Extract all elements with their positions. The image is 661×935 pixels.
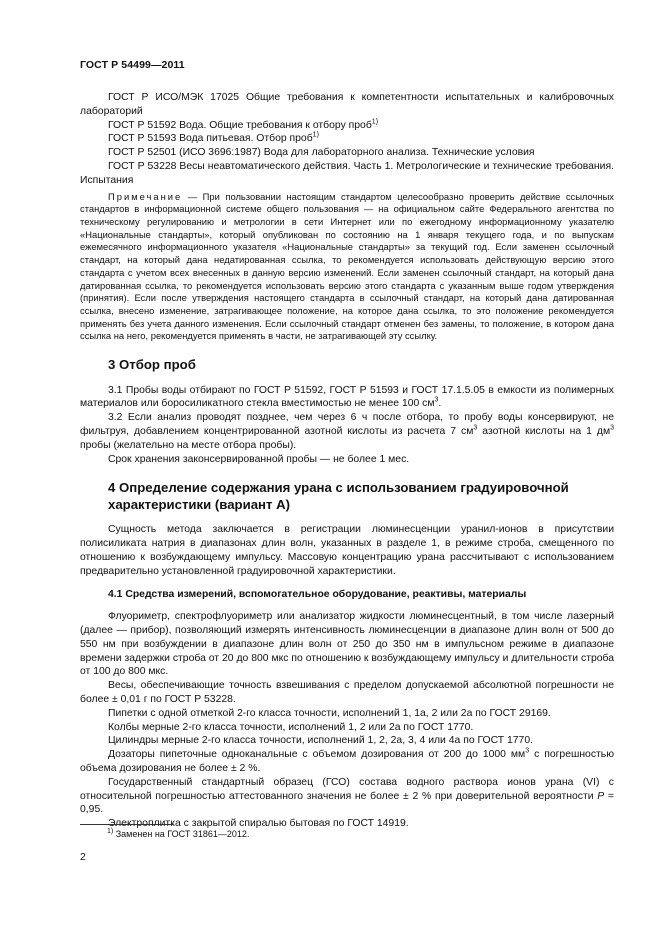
document-header: ГОСТ Р 54499—2011: [80, 59, 185, 71]
page-content: [80, 91, 614, 831]
reference-iso17025: ГОСТ Р ИСО/МЭК 17025 Общие требования к компетентности испытательных и калибровочных лабораторий: [80, 92, 614, 117]
note-block: [80, 191, 614, 343]
footnote-mark: 1): [312, 131, 319, 139]
page-number: 2: [80, 851, 86, 863]
reference-51593: ГОСТ Р 51593 Вода питьевая. Отбор проб$^{1)}$: [108, 131, 319, 145]
section-3-storage: Срок хранения законсервированной пробы — не более 1 мес.: [108, 453, 410, 465]
item-fluorimeter: Флуориметр, спектрофлуориметр или анализатор жидкости люминесцентный, в том числе лазерный (далее — прибор), позволяющий измерять интенсивность люминесценции в диапазоне длин волн от 500 до 550 нм при возбуждении в диапазоне длин волн от 250 до 350 нм в импульсном режиме в диапазоне времени задержки строба от 20 до 800 мкс по отношению к возбуждающему импульсу и длительности строба от 100 до 800 мкс.: [80, 611, 614, 678]
section-4-intro: Сущность метода заключается в регистрации люминесценции уранил-ионов в присутствии полисиликата натрия в диапазонах длин волн, указанных в разделе 1, в режиме строба, смещенного по отношению к возбуждающему импульсу. Массовую концентрацию урана рассчитывают с использованием предварительно установленной градуировочной характеристики.: [80, 524, 614, 577]
section-3-2: 3.2 Если анализ проводят позднее, чем через 6 ч после отбора, то пробу воды консервируют, не фильтруя, добавлением концентрированной азотной кислоты из расчета 7 $см^3$ азотной кислоты на 1 $дм^3$ пробы (желательно на месте отбора пробы).: [80, 412, 615, 451]
item-scales: Весы, обеспечивающие точность взвешивания с пределом допускаемой абсолютной погрешности не более ± 0,01 г по ГОСТ Р 53228.: [80, 680, 614, 706]
section-4-title: 4 Определение содержания урана с использованием градуировочной характеристики (вариант А): [108, 480, 569, 512]
item-pipettes: Пипетки с одной отметкой 2-го класса точности, исполнений 1, 1а, 2 или 2а по ГОСТ 29169.: [108, 707, 551, 719]
footnote-mark: 1): [371, 118, 379, 126]
section-3-1: 3.1 Пробы воды отбирают по ГОСТ Р 51592, ГОСТ Р 51593 и ГОСТ 17.1.5.05 в емкости из полимерных материалов или боросиликатного стекла вместимостью не менее 100 $см^3$.: [80, 384, 614, 410]
footnote-text: Заменен на ГОСТ 31861—2012.: [113, 829, 250, 839]
note-label: Примечание: [108, 190, 183, 202]
reference-53228: ГОСТ Р 53228 Весы неавтоматического действия. Часть 1. Метрологические и технические требования. Испытания: [80, 160, 614, 186]
item-dosers: Дозаторы пипеточные одноканальные с объемом дозирования от 200 до 1000 $мм^3$ с погрешностью объема дозирования не более ± 2 %.: [80, 747, 614, 775]
item-gso: Государственный стандартный образец (ГСО) состава водного раствора ионов урана (VI) с относительной погрешностью аттестованного значения не более ± 2 % при доверительной вероятности P = 0,95.: [80, 776, 614, 816]
note-text: — При пользовании настоящим стандартом целесообразно проверить действие ссылочных стандартов в информационной системе общего пользования — на официальном сайте Федерального агентства по техническому регулированию и метрологии в сети Интернет или по ежегодному информационному указателю «Национальные стандарты», который опубликован по состоянию на 1 января текущего года, и по выпускам ежемесячного информационного указателя «Национальные стандарты» за текущий год. Если заменен ссылочный стандарт, на который дана недатированная ссылка, то рекомендуется использовать действующую версию этого стандарта с учетом всех внесенных в данную версию изменений. Если заменен ссылочный стандарт, на который дана датированная ссылка, то рекомендуется использовать версию этого стандарта с указанным выше годом утверждения (принятия). Если после утверждения настоящего стандарта в ссылочный стандарт, на который дана датированная ссылка, внесено изменение, затрагивающее положение, на которое дана ссылка, то это положение рекомендуется применять без учета данного изменения. Если ссылочный стандарт отменен без замены, то положение, в котором дана ссылка на него, рекомендуется применять в части, не затрагивающей эту ссылку.: [80, 190, 614, 342]
item-cylinders: Цилиндры мерные 2-го класса точности, исполнений 1, 2, 2а, 3, 4 или 4а по ГОСТ 1770.: [108, 735, 534, 747]
section-4-1-title: 4.1 Средства измерений, вспомогательное оборудование, реактивы, материалы: [108, 589, 527, 601]
footnote-divider: [80, 824, 173, 825]
footnote: [107, 828, 249, 840]
reference-51592: ГОСТ Р 51592 Вода. Общие требования к отбору проб$^{1)}$: [108, 118, 379, 131]
item-flasks: Колбы мерные 2-го класса точности, исполнений 1, 2 или 2а по ГОСТ 1770.: [108, 721, 474, 733]
item-hotplate: Электроплитка с закрытой спиралью бытовая по ГОСТ 14919.: [108, 818, 409, 830]
reference-52501: ГОСТ Р 52501 (ИСО 3696:1987) Вода для лабораторного анализа. Технические условия: [108, 147, 535, 159]
footnote-number: 1): [107, 828, 114, 835]
section-3-title: 3 Отбор проб: [108, 357, 196, 373]
